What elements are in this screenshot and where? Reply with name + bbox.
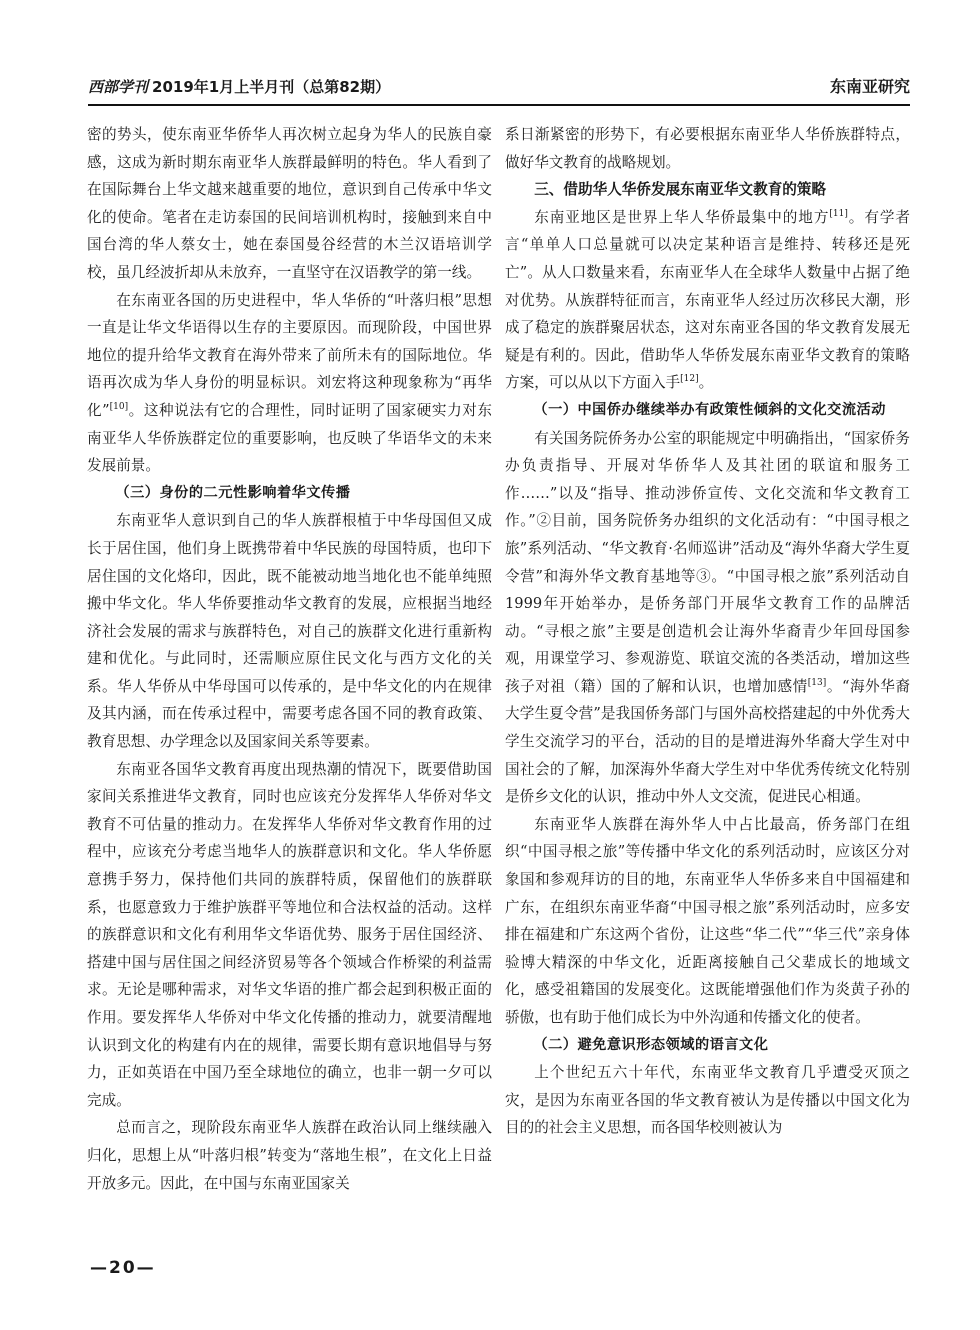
paragraph-text: 有关国务院侨务办公室的职能规定中明确指出，“国家侨务办负责指导、开展对华侨华人及其社团的联谊和服务工作……”以及“指导、推动涉侨宣传、文化交流和华文教育工作。”②目前，国务院侨务办组织的文化活动有：“中国寻根之旅”系列活动、“华文教育·名师巡讲”活动及“海外华裔大学生夏令营”和海外华文教育基地等③。“中国寻根之旅”系列活动自1999年开始举办，是侨务部门开展华文教育工作的品牌活动。“寻根之旅”主要是创造机会让海外华裔青少年回母国参观，用课堂学习、参观游览、联谊交流的各类活动，增加这些孩子对祖（籍）国的了解和认识，也增加感情 — [505, 429, 910, 695]
paragraph-text: 东南亚地区是世界上华人华侨最集中的地方 — [534, 208, 830, 226]
citation: [11] — [829, 208, 848, 219]
header-rule — [88, 104, 910, 106]
paragraph — [505, 204, 910, 397]
page-number: —20— — [90, 1258, 156, 1278]
paragraph: 东南亚华人意识到自己的华人族群根植于中华母国但又成长于居住国，他们身上既携带着中华民族的母国特质，也印下居住国的文化烙印，因此，既不能被动地当地化也不能单纯照搬中华文化。华人华侨要推动华文教育的发展，应根据当地经济社会发展的需求与族群特色，对自己的族群文化进行重新构建和优化。与此同时，还需顺应原住民文化与西方文化的关系。华人华侨从中华母国可以传承的，是中华文化的内在规律及其内涵，而在传承过程中，需要考虑各国不同的教育政策、教育思想、办学理念以及国家间关系等要素。 — [87, 512, 492, 751]
right-column — [505, 121, 910, 1142]
section-name: 东南亚研究 — [829, 77, 910, 96]
paragraph-text: 。“海外华裔大学生夏令营”是我国侨务部门与国外高校搭建起的中外优秀大学生交流学习的平台，活动的目的是增进海外华裔大学生对中国社会的了解，加深海外华裔大学生对中华优秀传统文化特别是侨乡文化的认识，推动中外人文交流，促进民心相通。 — [505, 677, 910, 806]
left-column — [87, 121, 492, 1197]
subsection-heading: （二）避免意识形态领域的语言文化 — [533, 1036, 769, 1053]
paragraph: 密的势头，使东南亚华侨华人再次树立起身为华人的民族自豪感，这成为新时期东南亚华人族群最鲜明的特色。华人看到了在国际舞台上华文越来越重要的地位，意识到自己传承中华文化的使命。笔者在走访泰国的民间培训机构时，接触到来自中国台湾的华人蔡女士，她在泰国曼谷经营的木兰汉语培训学校，虽几经波折却从未放弃，一直坚守在汉语教学的第一线。 — [87, 126, 492, 281]
paragraph: 东南亚各国华文教育再度出现热潮的情况下，既要借助国家间关系推进华文教育，同时也应该充分发挥华人华侨对华文教育不可估量的推动力。在发挥华人华侨对华文教育作用的过程中，应该充分考虑当地华人的族群意识和文化。华人华侨愿意携手努力，保持他们共同的族群特质，保留他们的族群联系，也愿意致力于维护族群平等地位和合法权益的活动。这样的族群意识和文化有利用华文华语优势、服务于居住国经济、搭建中国与居住国之间经济贸易等各个领域合作桥梁的利益需求。无论是哪种需求，对华文华语的推广都会起到积极正面的作用。要发挥华人华侨对中华文化传播的推动力，就要清醒地认识到文化的构建有内在的规律，需要长期有意识地倡导与努力，正如英语在中国乃至全球地位的确立，也非一朝一夕可以完成。 — [87, 760, 492, 1109]
subsection-heading: （一）中国侨办继续举办有政策性倾斜的文化交流活动 — [533, 401, 886, 418]
paragraph: 东南亚华人族群在海外华人中占比最高，侨务部门在组织“中国寻根之旅”等传播中华文化的系列活动时，应该区分对象国和参观拜访的目的地，东南亚华人华侨多来自中国福建和广东，在组织东南亚华裔“中国寻根之旅”系列活动时，应多安排在福建和广东这两个省份，让这些“华二代”“华三代”亲身体验博大精深的中华文化，近距离接触自己父辈成长的地域文化，感受祖籍国的发展变化。这既能增强他们作为炎黄子孙的骄傲，也有助于他们成长为中外沟通和传播文化的使者。 — [505, 815, 910, 1026]
paragraph-text: 在东南亚各国的历史进程中，华人华侨的“叶落归根”思想一直是让华文华语得以生存的主要原因。而现阶段，中国世界地位的提升给华文教育在海外带来了前所未有的国际地位。华语再次成为华人身份的明显标识。刘宏将这种现象称为“再华化” — [87, 291, 492, 419]
citation: [12] — [680, 374, 699, 385]
running-header — [88, 72, 910, 102]
paragraph — [505, 425, 910, 811]
citation: [10] — [109, 402, 129, 413]
paragraph: 总而言之，现阶段东南亚华人族群在政治认同上继续融入归化，思想上从“叶落归根”转变为“落地生根”，在文化上日益开放多元。因此，在中国与东南亚国家关 — [87, 1119, 492, 1192]
section-heading: 三、借助华人华侨发展东南亚华文教育的策略 — [534, 181, 827, 199]
paragraph-text: 。 — [698, 374, 714, 392]
paragraph — [87, 287, 492, 480]
paragraph: 上个世纪五六十年代，东南亚华文教育几乎遭受灭顶之灾，是因为东南亚各国的华文教育被认为是传播以中国文化为目的的社会主义思想，而各国华校则被认为 — [505, 1064, 910, 1137]
header-journal-issue — [88, 76, 390, 97]
citation: [13] — [807, 678, 827, 689]
paragraph-text: 。有学者言“单单人口总量就可以决定某种语言是维持、转移还是死亡”。从人口数量来看，东南亚华人在全球华人数量中占据了绝对优势。从族群特征而言，东南亚华人经过历次移民大潮，形成了稳定的族群聚居状态，这对东南亚各国的华文教育发展无疑是有利的。因此，借助华人华侨发展东南亚华文教育的策略方案，可以从以下方面入手 — [505, 208, 910, 392]
subsection-heading: （三）身份的二元性影响着华文传播 — [115, 484, 351, 501]
issue-info: 2019年1月上半月刊（总第82期） — [152, 78, 391, 96]
paragraph-text: 。这种说法有它的合理性，同时证明了国家硬实力对东南亚华人华侨族群定位的重要影响，也反映了华语华文的未来发展前景。 — [87, 401, 492, 475]
paragraph: 系日渐紧密的形势下，有必要根据东南亚华人华侨族群特点，做好华文教育的战略规划。 — [505, 126, 910, 171]
journal-name: 西部学刊 — [88, 78, 149, 96]
